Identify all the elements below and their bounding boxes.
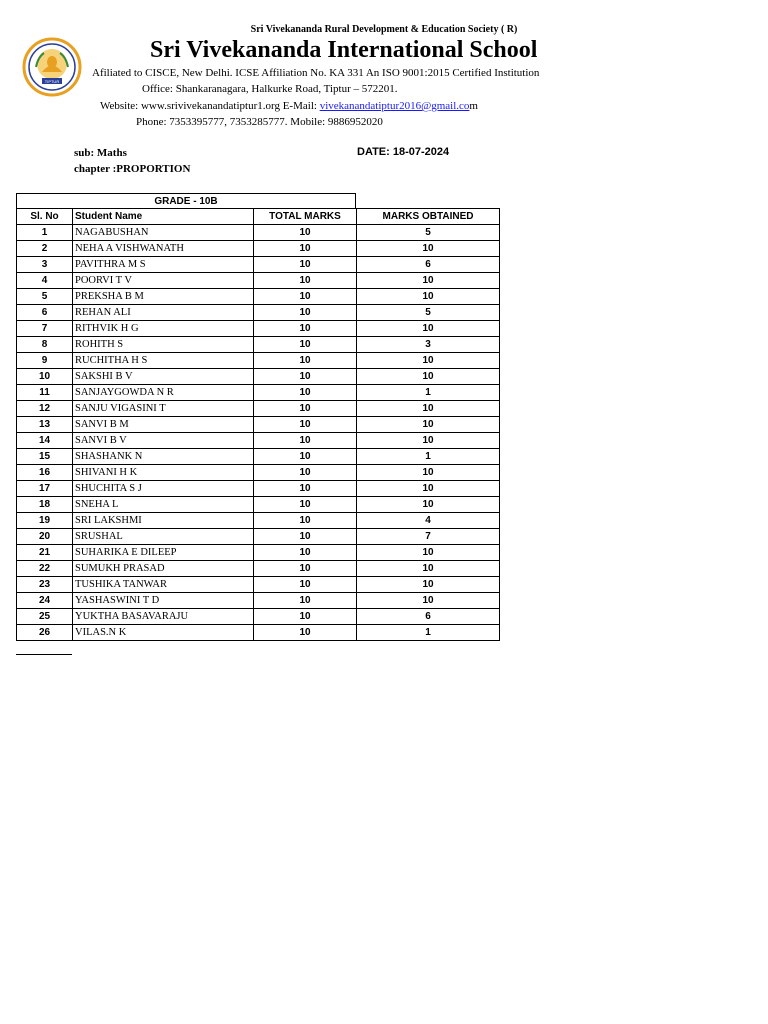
cell-marks-obtained: 10 <box>357 465 500 481</box>
cell-sl-no: 2 <box>17 241 73 257</box>
cell-marks-obtained: 10 <box>357 593 500 609</box>
cell-sl-no: 7 <box>17 321 73 337</box>
cell-sl-no: 14 <box>17 433 73 449</box>
table-row <box>17 225 500 241</box>
cell-student-name: SRI LAKSHMI <box>73 513 254 529</box>
header-total-marks: TOTAL MARKS <box>254 209 357 225</box>
svg-text:TIPTUR: TIPTUR <box>44 79 60 84</box>
footer-divider <box>16 654 72 655</box>
table-row <box>17 545 500 561</box>
header-student-name: Student Name <box>73 209 254 225</box>
cell-student-name: PAVITHRA M S <box>73 257 254 273</box>
cell-student-name: ROHITH S <box>73 337 254 353</box>
cell-total-marks: 10 <box>254 449 357 465</box>
cell-marks-obtained: 4 <box>357 513 500 529</box>
cell-marks-obtained: 10 <box>357 369 500 385</box>
cell-student-name: TUSHIKA TANWAR <box>73 577 254 593</box>
cell-student-name: VILAS.N K <box>73 625 254 641</box>
table-row <box>17 257 500 273</box>
cell-total-marks: 10 <box>254 497 357 513</box>
cell-total-marks: 10 <box>254 465 357 481</box>
cell-sl-no: 5 <box>17 289 73 305</box>
table-row <box>17 529 500 545</box>
cell-marks-obtained: 10 <box>357 481 500 497</box>
school-logo-icon <box>22 37 82 97</box>
table-row <box>17 337 500 353</box>
header-sl-no: Sl. No <box>17 209 73 225</box>
cell-marks-obtained: 10 <box>357 353 500 369</box>
cell-student-name: RITHVIK H G <box>73 321 254 337</box>
cell-marks-obtained: 10 <box>357 545 500 561</box>
cell-sl-no: 26 <box>17 625 73 641</box>
cell-student-name: SNEHA L <box>73 497 254 513</box>
cell-marks-obtained: 10 <box>357 561 500 577</box>
affiliation-text: Afiliated to CISCE, New Delhi. ICSE Affiliation No. KA 331 An ISO 9001:2015 Certified Institution <box>92 67 540 79</box>
cell-sl-no: 16 <box>17 465 73 481</box>
cell-student-name: SUHARIKA E DILEEP <box>73 545 254 561</box>
website-email-line <box>100 100 478 112</box>
cell-marks-obtained: 5 <box>357 305 500 321</box>
cell-sl-no: 1 <box>17 225 73 241</box>
cell-student-name: SHIVANI H K <box>73 465 254 481</box>
cell-total-marks: 10 <box>254 321 357 337</box>
cell-total-marks: 10 <box>254 385 357 401</box>
table-header-row <box>17 209 500 225</box>
cell-marks-obtained: 10 <box>357 241 500 257</box>
cell-total-marks: 10 <box>254 529 357 545</box>
cell-total-marks: 10 <box>254 225 357 241</box>
cell-sl-no: 4 <box>17 273 73 289</box>
cell-marks-obtained: 5 <box>357 225 500 241</box>
office-address: Office: Shankaranagara, Halkurke Road, Tiptur – 572201. <box>142 83 398 95</box>
table-row <box>17 401 500 417</box>
cell-total-marks: 10 <box>254 273 357 289</box>
cell-student-name: RUCHITHA H S <box>73 353 254 369</box>
cell-total-marks: 10 <box>254 241 357 257</box>
cell-student-name: SRUSHAL <box>73 529 254 545</box>
table-row <box>17 273 500 289</box>
cell-total-marks: 10 <box>254 353 357 369</box>
cell-total-marks: 10 <box>254 513 357 529</box>
table-row <box>17 481 500 497</box>
cell-sl-no: 19 <box>17 513 73 529</box>
table-row <box>17 289 500 305</box>
cell-marks-obtained: 1 <box>357 385 500 401</box>
cell-marks-obtained: 10 <box>357 289 500 305</box>
table-row <box>17 561 500 577</box>
table-row <box>17 577 500 593</box>
table-row <box>17 321 500 337</box>
cell-sl-no: 8 <box>17 337 73 353</box>
chapter-label: chapter :PROPORTION <box>74 163 191 175</box>
marks-table <box>16 208 500 641</box>
email-link[interactable]: vivekanandatiptur2016@gmail.co <box>319 100 470 112</box>
cell-sl-no: 3 <box>17 257 73 273</box>
phone-line: Phone: 7353395777, 7353285777. Mobile: 9886952020 <box>136 116 383 128</box>
cell-student-name: YUKTHA BASAVARAJU <box>73 609 254 625</box>
header-marks-obtained: MARKS OBTAINED <box>357 209 500 225</box>
cell-total-marks: 10 <box>254 481 357 497</box>
school-name: Sri Vivekananda International School <box>150 37 538 63</box>
grade-title: GRADE - 10B <box>16 193 356 209</box>
cell-marks-obtained: 6 <box>357 257 500 273</box>
cell-student-name: POORVI T V <box>73 273 254 289</box>
cell-total-marks: 10 <box>254 305 357 321</box>
cell-sl-no: 15 <box>17 449 73 465</box>
cell-total-marks: 10 <box>254 417 357 433</box>
cell-total-marks: 10 <box>254 337 357 353</box>
cell-total-marks: 10 <box>254 593 357 609</box>
cell-marks-obtained: 7 <box>357 529 500 545</box>
cell-student-name: REHAN ALI <box>73 305 254 321</box>
table-row <box>17 609 500 625</box>
cell-student-name: SANJAYGOWDA N R <box>73 385 254 401</box>
cell-total-marks: 10 <box>254 561 357 577</box>
subject-label: sub: Maths <box>74 147 127 159</box>
website-text: Website: www.srivivekanandatiptur1.org E-Mail: <box>100 100 320 112</box>
cell-marks-obtained: 10 <box>357 433 500 449</box>
table-row <box>17 353 500 369</box>
cell-sl-no: 12 <box>17 401 73 417</box>
cell-marks-obtained: 10 <box>357 497 500 513</box>
cell-marks-obtained: 10 <box>357 321 500 337</box>
table-row <box>17 433 500 449</box>
cell-student-name: SANVI B V <box>73 433 254 449</box>
table-row <box>17 241 500 257</box>
cell-total-marks: 10 <box>254 401 357 417</box>
cell-marks-obtained: 10 <box>357 401 500 417</box>
cell-marks-obtained: 10 <box>357 273 500 289</box>
cell-student-name: YASHASWINI T D <box>73 593 254 609</box>
cell-sl-no: 13 <box>17 417 73 433</box>
table-row <box>17 385 500 401</box>
cell-student-name: SANJU VIGASINI T <box>73 401 254 417</box>
cell-sl-no: 24 <box>17 593 73 609</box>
cell-marks-obtained: 1 <box>357 449 500 465</box>
date-label: DATE: 18-07-2024 <box>357 146 450 158</box>
cell-total-marks: 10 <box>254 545 357 561</box>
cell-sl-no: 23 <box>17 577 73 593</box>
cell-total-marks: 10 <box>254 289 357 305</box>
cell-student-name: SAKSHI B V <box>73 369 254 385</box>
cell-marks-obtained: 10 <box>357 577 500 593</box>
cell-marks-obtained: 3 <box>357 337 500 353</box>
cell-sl-no: 22 <box>17 561 73 577</box>
table-row <box>17 513 500 529</box>
cell-sl-no: 11 <box>17 385 73 401</box>
cell-total-marks: 10 <box>254 257 357 273</box>
table-row <box>17 417 500 433</box>
cell-student-name: NEHA A VISHWANATH <box>73 241 254 257</box>
cell-student-name: SUMUKH PRASAD <box>73 561 254 577</box>
cell-sl-no: 21 <box>17 545 73 561</box>
cell-total-marks: 10 <box>254 433 357 449</box>
cell-sl-no: 10 <box>17 369 73 385</box>
cell-student-name: SHASHANK N <box>73 449 254 465</box>
cell-sl-no: 6 <box>17 305 73 321</box>
cell-student-name: SANVI B M <box>73 417 254 433</box>
society-name: Sri Vivekananda Rural Development & Education Society ( R) <box>250 24 518 35</box>
cell-total-marks: 10 <box>254 625 357 641</box>
cell-student-name: PREKSHA B M <box>73 289 254 305</box>
table-row <box>17 625 500 641</box>
table-row <box>17 305 500 321</box>
cell-sl-no: 17 <box>17 481 73 497</box>
table-row <box>17 369 500 385</box>
cell-sl-no: 25 <box>17 609 73 625</box>
cell-student-name: NAGABUSHAN <box>73 225 254 241</box>
cell-marks-obtained: 6 <box>357 609 500 625</box>
table-row <box>17 449 500 465</box>
table-row <box>17 497 500 513</box>
cell-total-marks: 10 <box>254 609 357 625</box>
table-row <box>17 593 500 609</box>
cell-marks-obtained: 1 <box>357 625 500 641</box>
cell-sl-no: 9 <box>17 353 73 369</box>
cell-sl-no: 20 <box>17 529 73 545</box>
cell-total-marks: 10 <box>254 577 357 593</box>
cell-marks-obtained: 10 <box>357 417 500 433</box>
table-row <box>17 465 500 481</box>
cell-student-name: SHUCHITA S J <box>73 481 254 497</box>
email-suffix: m <box>469 100 478 112</box>
cell-total-marks: 10 <box>254 369 357 385</box>
cell-sl-no: 18 <box>17 497 73 513</box>
